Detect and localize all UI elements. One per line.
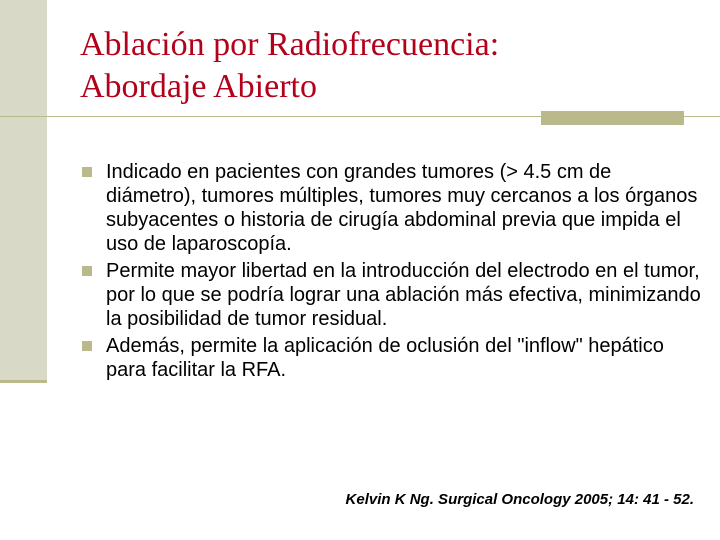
square-bullet-icon: [82, 341, 92, 351]
slide-title-line-2: Abordaje Abierto: [80, 68, 317, 105]
slide-title: [80, 24, 700, 108]
bullet-list: [82, 160, 702, 385]
bullet-text: Indicado en pacientes con grandes tumores (> 4.5 cm de diámetro), tumores múltiples, tumores muy cercanos a los órganos subyacentes o historia de cirugía abdominal previa que impida el uso de laparoscopía.: [106, 161, 698, 255]
left-decorative-strip: [0, 0, 47, 383]
bullet-item: [82, 160, 702, 256]
square-bullet-icon: [82, 266, 92, 276]
left-strip-underline: [0, 380, 47, 383]
square-bullet-icon: [82, 167, 92, 177]
citation: Kelvin K Ng. Surgical Oncology 2005; 14: 41 - 52.: [345, 491, 694, 508]
bullet-text: Permite mayor libertad en la introducción del electrodo en el tumor, por lo que se podría lograr una ablación más efectiva, minimizando la posibilidad de tumor residual.: [106, 260, 701, 330]
bullet-text: Además, permite la aplicación de oclusión del "inflow" hepático para facilitar la RFA.: [106, 335, 664, 381]
title-divider-accent-block: [541, 111, 684, 125]
slide-title-line-1: Ablación por Radiofrecuencia:: [80, 26, 500, 63]
bullet-item: [82, 259, 702, 331]
bullet-item: [82, 334, 702, 382]
